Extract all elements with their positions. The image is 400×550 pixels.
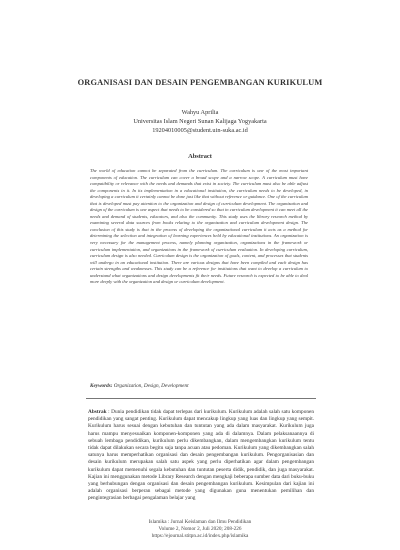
keywords-label: Keywords: bbox=[90, 383, 113, 389]
paper-title: ORGANISASI DAN DESAIN PENGEMBANGAN KURIKULUM bbox=[77, 78, 323, 87]
journal-footer bbox=[0, 519, 400, 541]
footer-issue: Volume 2, Nomor 2, Juli 2020; 208-226 bbox=[158, 526, 242, 533]
footer-journal-name: Islamika : Jurnal Keislaman dan Ilmu Pendidikan bbox=[148, 519, 252, 525]
footer-url[interactable]: https://ejournal.stitpn.ac.id/index.php/islamika bbox=[151, 533, 249, 540]
abstrak-text: : Dunia pendidikan tidak dapat terlepas dari kurikulum. Kurikulum adalah salah satu komponen pendidikan yang sangat penting. Kurikulum dapat mencakup lingkup yang luas dan lingkup yang sempit. Kurikulum harus sesuai dengan kebutuhan dan tuntutan yang ada dalam masyarakat. Kurikulum juga harus mampu menyesuaikan komponen-komponen yang ada di dalamnya. Dalam pelaksanaannya di sebuah lembaga pendidikan, kurikulum perlu dikembangkan, dalam mengembangkan kurikulum tentu tidak dapat dilakukan secara begitu saja tanpa acuan atau pedoman. Kurikulum yang dikembangkan salah satunya harus memperhatikan organisasi dan desain pengembangan kurikulum. Pengorganisasian dan desain kurikulum merupakan salah satu aspek yang perlu diperhatikan agar dalam pengembangan kurikulum dapat memenuhi segala kebutuhan dan tuntutan peserta didik, pendidik, dan juga masyarakat. Kajian ini menggunakan metode Library Research dengan mengkaji beberapa sumber data dari buku-buku yang berhubungan dengan organisasi dan desain pengembangan kurikulum. Kesimpulan dari kajian ini adalah organisasi berperan sebagai metode yang digunakan guna menentukan pemilihan dan pengintegrasian berbagai pengalaman belajar yang bbox=[88, 409, 314, 502]
abstrak-label: Abstrak bbox=[88, 409, 107, 415]
keywords-line bbox=[90, 383, 308, 390]
author-name: Wahyu Aprilia bbox=[181, 109, 219, 116]
keywords-value: Organization, Design, Development bbox=[113, 383, 189, 389]
author-email[interactable]: 19204010005@student.uin-suka.ac.id bbox=[152, 126, 248, 134]
author-affiliation: Universitas Islam Negeri Sunan Kalijaga Yogyakarta bbox=[133, 117, 267, 125]
abstract-heading: Abstract bbox=[188, 153, 212, 160]
section-divider bbox=[86, 398, 316, 399]
abstract-text: The world of education cannot be separated from the curriculum. The curriculum is one of the most important components of education. The curriculum can cover a broad scope and a narrow scope. A curriculum must have compatibility or relevance with the needs and demands that exist in society. The curriculum must also be able adjust the components in it. In its implementation in a educational institution, the curriculum needs to be developed, in developing a curriculum it certainly cannot be done just like that without reference or guidance. One of the curriculum that is developed must pay attention to the organization and design of curriculum development. The organization and design of the curriculum is one aspect that needs to be considered so that in curriculum development it can meet all the needs and demand of students, educators, and also the community. This study uses the library research method by examining several data sources from books relating to the organization and curriculum development design. The conclusion of this study is that in the process of developing the organizational curriculum it acts as a method for determining the selection and integration of learning experiences held by educational institutions. An organization is very necessary for the management process, namely planning organization, organizations in the framework or curriculum implementation, and organizations in the framework of curriculum evaluation. In developing curriculum, curriculum design is also needed. Curriculum design is the organization of goals, content, and processes that students will undergo in an educational institution. There are various designs that have been compiled and each design has certain strengths and weaknesses. This study can be a reference for institutions that want to develop a curriculum to understand what organizations and design developments fit their needs. Future research is expected to be able to deal more deeply with the organization and design or curriculum development. bbox=[90, 168, 308, 285]
author-block bbox=[0, 109, 400, 135]
abstrak-paragraph bbox=[88, 409, 314, 503]
